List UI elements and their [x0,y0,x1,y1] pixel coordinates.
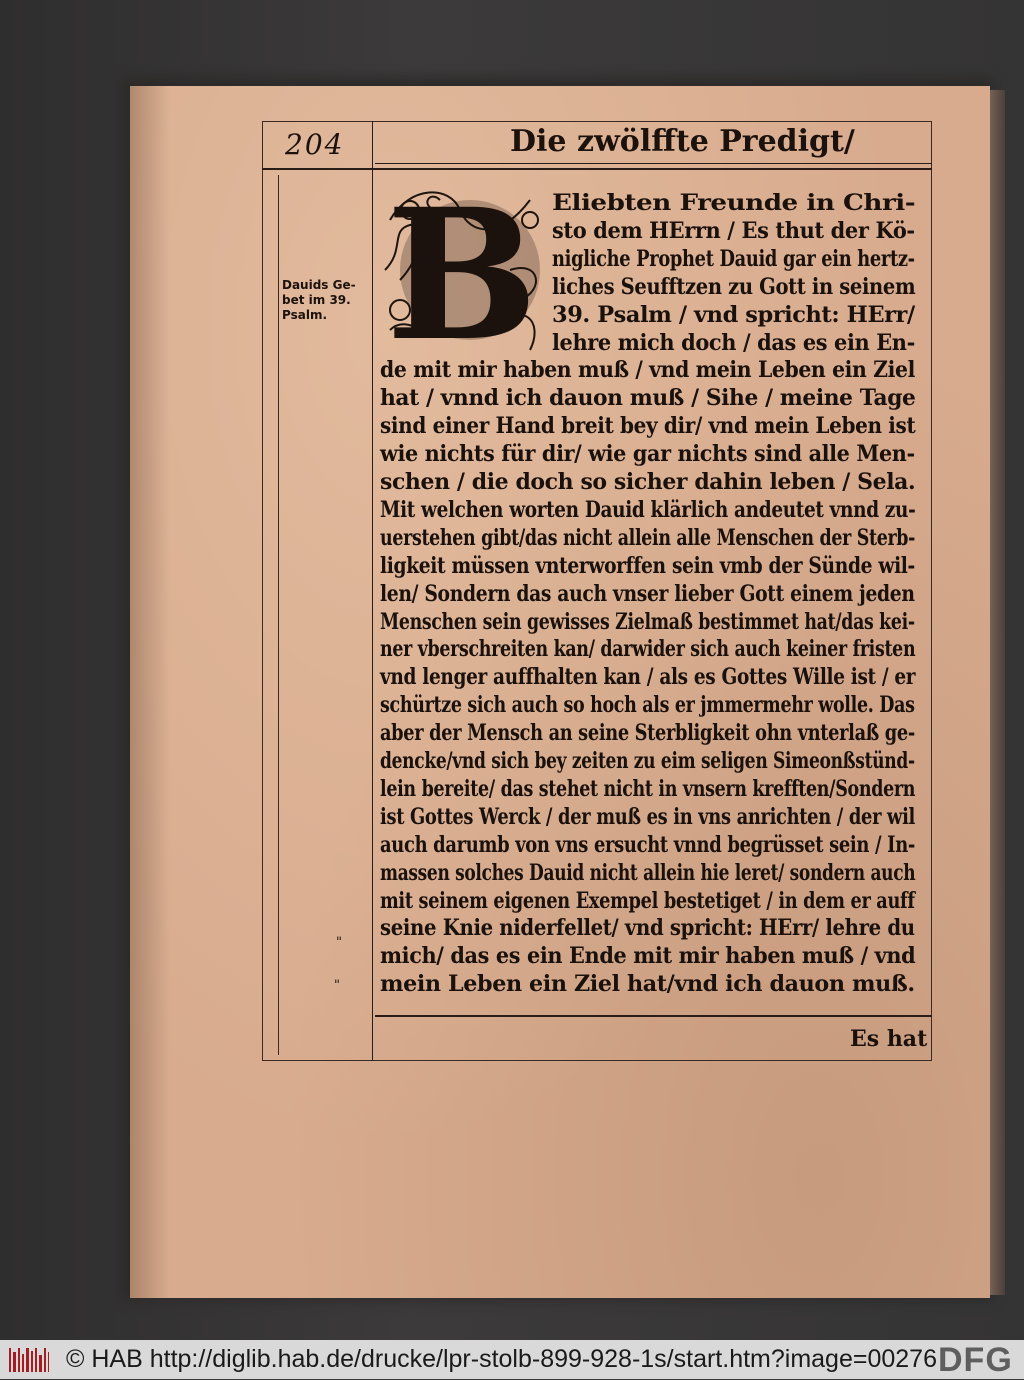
text-line: mich/ das es ein Ende mit mir haben muß / vnd [380,943,916,970]
text-line: Eliebten Freunde in Chri- [552,190,916,216]
text-line: aber der Mensch an seine Sterbligkeit ohn vnterlaß ge- [380,720,915,747]
header-rule [262,168,932,170]
running-title: Die zwölffte Predigt/ [510,124,855,159]
marginal-note-line: bet im 39. [282,293,351,307]
text-line: sind einer Hand breit bey dir/ vnd mein Leben ist [380,413,916,440]
page-gutter [130,86,170,1298]
header-rule-thin [375,163,932,164]
decorated-initial [380,180,550,358]
text-line: 39. Psalm / vnd spricht: HErr/ [552,301,915,328]
text-line: ist Gottes Werck / der muß es in vns anrichten / der wil [380,803,916,830]
catchword: Es hat [850,1026,928,1052]
text-line: Menschen sein gewisses Zielmaß bestimmet hat/das kei- [380,608,915,635]
hab-barcode-logo-icon [8,1346,50,1374]
text-line: len/ Sondern das auch vnser lieber Gott einem jeden [380,580,915,607]
text-line: seine Knie niderfellet/ vnd spricht: HErr/ lehre du [380,915,915,942]
marginal-note [282,278,372,323]
text-line: schürtze sich auch so hoch als er jmmermehr wolle. Das [380,692,915,719]
margin-column-rule [372,121,373,1061]
text-line: schen / die doch so sicher dahin leben / Sela. [380,469,916,495]
dfg-logo: DFG [938,1341,1013,1379]
initial-letter: B [385,180,539,358]
text-line: sto dem HErrn / Es thut der Kö- [552,217,915,244]
copyright-url[interactable]: © HAB http://diglib.hab.de/drucke/lpr-stolb-899-928-1s/start.htm?image=00276 [66,1345,937,1373]
text-line: wie nichts für dir/ wie gar nichts sind alle Men- [380,441,915,468]
page-number: 204 [285,128,345,161]
text-line: liches Seufftzen zu Gott in seinem [552,273,916,300]
marginal-note-line: Dauids Ge- [282,278,356,292]
text-line: dencke/vnd sich bey zeiten zu eim seligen Simeonßstünd- [380,748,915,774]
inner-margin-rule [278,175,279,1055]
text-line: Mit welchen worten Dauid klärlich andeutet vnnd zu- [380,496,916,523]
text-line: uerstehen gibt/das nicht allein alle Menschen der Sterb- [380,524,916,551]
text-line: nigliche Prophet Dauid gar ein hertz- [552,245,915,272]
text-line: massen solches Dauid nicht allein hie leret/ sondern auch [380,859,916,886]
footer-rule [375,1015,932,1017]
text-line: ligkeit müssen vnterworffen sein vmb der Sünde wil- [380,552,915,579]
text-line: auch darumb von vns ersucht vnnd begrüsset sein / In- [380,831,916,858]
initial-ornament-icon [380,180,550,358]
text-line: hat / vnnd ich dauon muß / Sihe / meine Tage [380,385,916,412]
text-line: mit seinem eigenen Exempel bestetiget / in dem er auff [380,887,915,914]
text-line: lein bereite/ das stehet nicht in vnsern krefften/Sondern [380,775,916,802]
text-line: vnd lenger auffhalten kan / als es Gottes Wille ist / er [380,664,916,691]
text-line: lehre mich doch / das es ein En- [552,329,915,356]
quote-mark: " [334,978,340,993]
text-line: mein Leben ein Ziel hat/vnd ich dauon muß. [380,971,915,998]
text-line: de mit mir haben muß / vnd mein Leben ein Ziel [380,357,915,384]
text-line: ner vberschreiten kan/ darwider sich auch keiner fristen [380,636,916,663]
quote-mark: " [336,935,342,950]
marginal-note-line: Psalm. [282,308,327,322]
